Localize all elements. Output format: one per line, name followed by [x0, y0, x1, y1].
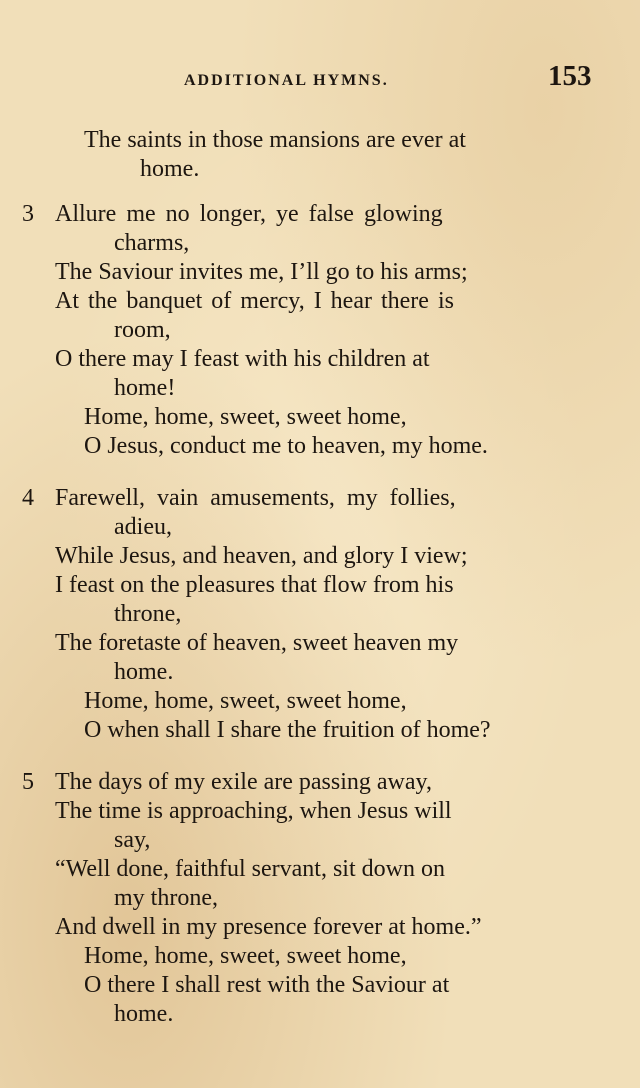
page-number: 153 [548, 60, 592, 92]
verse-line: The days of my exile are passing away, [55, 769, 432, 795]
verse-line: The foretaste of heaven, sweet heaven my [55, 630, 459, 656]
verse-line: “Well done, faithful servant, sit down on [55, 856, 445, 882]
refrain-line: Home, home, sweet, sweet home, [84, 688, 407, 714]
verse-line: my throne, [114, 885, 218, 911]
refrain-line: O when shall I share the fruition of home? [84, 717, 491, 743]
verse-line: home! [114, 375, 176, 401]
refrain-line: Home, home, sweet, sweet home, [84, 943, 407, 969]
verse-line: At the banquet of mercy, I hear there is [55, 288, 454, 314]
verse-line: I feast on the pleasures that flow from his [55, 572, 454, 598]
verse-line: And dwell in my presence forever at home.” [55, 914, 482, 940]
verse-line: The Saviour invites me, I’ll go to his arms; [55, 259, 468, 285]
verse-line: The time is approaching, when Jesus will [55, 798, 452, 824]
verse-number: 3 [22, 201, 34, 227]
verse-line: say, [114, 827, 151, 853]
verse-line: home. [114, 659, 174, 685]
refrain-line: O there I shall rest with the Saviour at [84, 972, 450, 998]
verse-line: charms, [114, 230, 190, 256]
verse-line: throne, [114, 601, 182, 627]
verse-line: adieu, [114, 514, 172, 540]
refrain-line: home. [114, 1001, 174, 1027]
verse-number: 5 [22, 769, 34, 795]
verse-line: Allure me no longer, ye false glowing [55, 201, 443, 227]
running-header: ADDITIONAL HYMNS. [184, 72, 389, 89]
verse-number: 4 [22, 485, 34, 511]
verse-line: Farewell, vain amusements, my follies, [55, 485, 456, 511]
verse-line: While Jesus, and heaven, and glory I view; [55, 543, 468, 569]
verse-line: room, [114, 317, 171, 343]
refrain-line: O Jesus, conduct me to heaven, my home. [84, 433, 488, 459]
intro-line: home. [140, 156, 200, 182]
verse-line: O there may I feast with his children at [55, 346, 430, 372]
refrain-line: Home, home, sweet, sweet home, [84, 404, 407, 430]
intro-line: The saints in those mansions are ever at [84, 127, 466, 153]
